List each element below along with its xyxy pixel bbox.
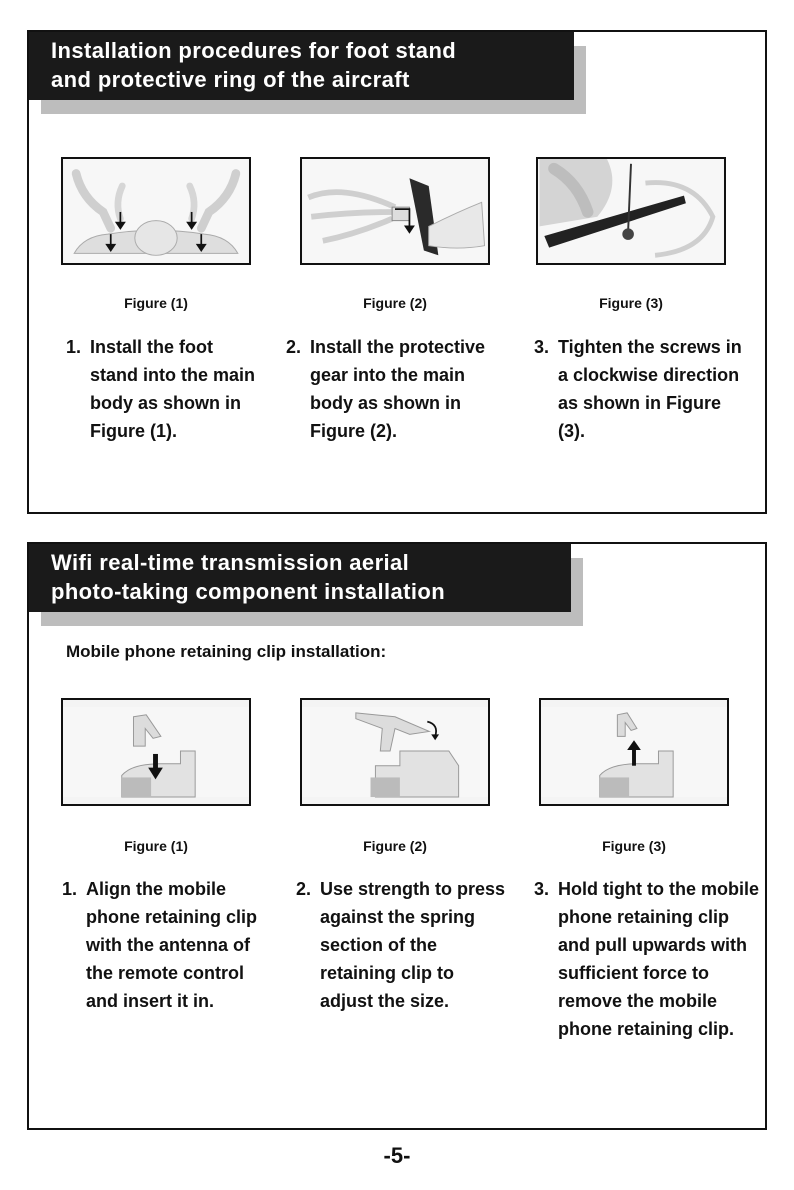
wifi-component-section [27, 542, 767, 1130]
step-number: 3. [534, 879, 550, 899]
figure-caption: Figure (1) [124, 295, 188, 311]
figure-caption: Figure (2) [363, 295, 427, 311]
step-item [286, 333, 506, 445]
page-number: -5- [383, 1143, 411, 1168]
step-item [534, 333, 750, 445]
section-title [29, 544, 571, 612]
step-number: 1. [66, 337, 82, 357]
figure-caption: Figure (2) [363, 838, 427, 854]
step-text: Install the protective gear into the main body as shown in Figure (2). [310, 337, 486, 441]
step-item [534, 875, 760, 1043]
foot-stand-install-illustration [61, 157, 251, 265]
section-title [29, 32, 574, 100]
step-number: 2. [296, 879, 312, 899]
step-text: Tighten the screws in a clockwise direction as shown in Figure (3). [558, 337, 742, 441]
step-text: Hold tight to the mobile phone retaining clip and pull upwards with sufficient force to remove the mobile phone retaining clip. [558, 879, 759, 1039]
step-text: Install the foot stand into the main body as shown in Figure (1). [90, 337, 256, 441]
step-text: Use strength to press against the spring section of the retaining clip to adjust the size. [320, 879, 506, 1011]
section-title-line1: Wifi real-time transmission aerial [51, 550, 410, 575]
step-item [62, 875, 262, 1015]
step-text: Align the mobile phone retaining clip with the antenna of the remote control and insert it in. [86, 879, 258, 1011]
section-title-line1: Installation procedures for foot stand [51, 38, 457, 63]
step-item [296, 875, 508, 1015]
section-title-line2: photo-taking component installation [51, 579, 446, 604]
step-item [66, 333, 256, 445]
step-number: 1. [62, 879, 78, 899]
foot-stand-section [27, 30, 767, 514]
figure-caption: Figure (3) [602, 838, 666, 854]
clip-adjust-illustration [300, 698, 490, 806]
clip-remove-illustration [539, 698, 729, 806]
section-title-line2: and protective ring of the aircraft [51, 67, 410, 92]
step-number: 3. [534, 337, 550, 357]
step-number: 2. [286, 337, 302, 357]
figure-caption: Figure (1) [124, 838, 188, 854]
clip-insert-illustration [61, 698, 251, 806]
protective-gear-install-illustration [300, 157, 490, 265]
screw-tighten-illustration [536, 157, 726, 265]
section-subtitle: Mobile phone retaining clip installation: [66, 642, 387, 661]
figure-caption: Figure (3) [599, 295, 663, 311]
